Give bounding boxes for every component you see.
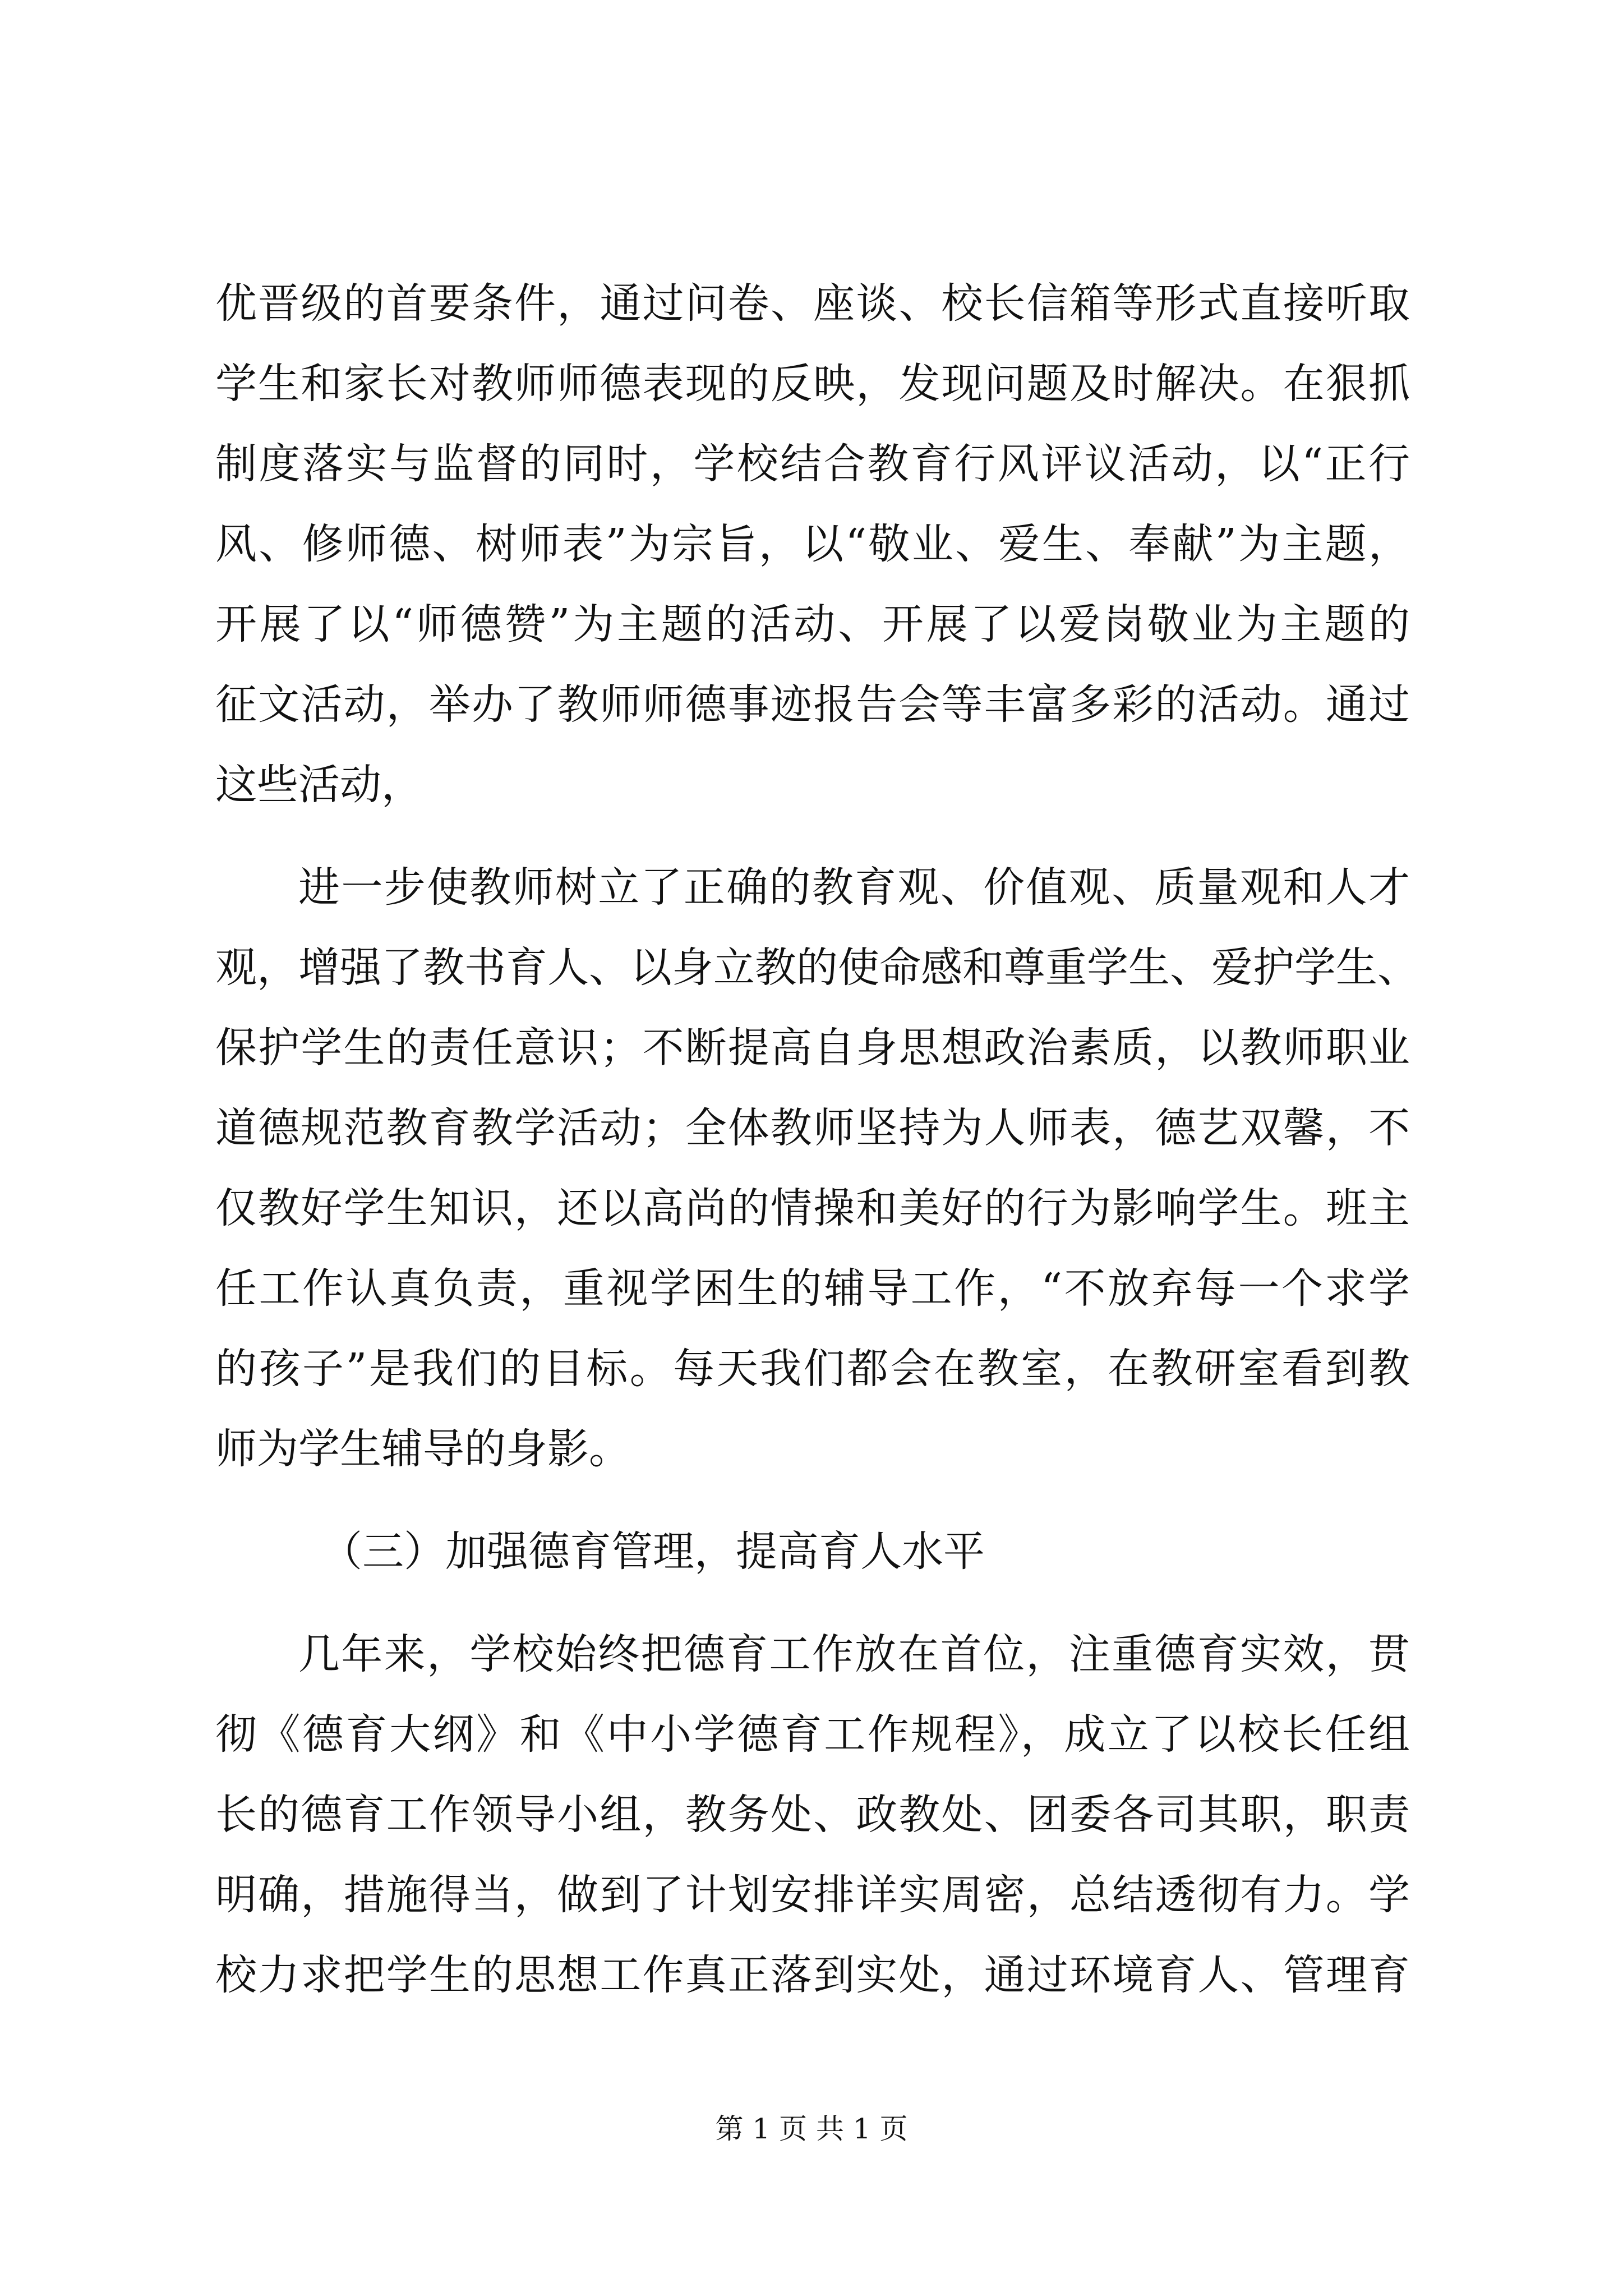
paragraph-moral-education bbox=[215, 1614, 1410, 2016]
text-line: 进一步使教师树立了正确的教育观、价值观、质量观和人才 bbox=[298, 863, 1410, 912]
text-line: 明确，措施得当，做到了计划安排详实周密，总结透彻有力。学 bbox=[215, 1871, 1410, 1919]
text-line: 开展了以“师德赞”为主题的活动、开展了以爱岗敬业为主题的 bbox=[215, 600, 1410, 648]
text-line: 观，增强了教书育人、以身立教的使命感和尊重学生、爱护学生、 bbox=[215, 944, 1419, 992]
text-line: 师为学生辅导的身影。 bbox=[215, 1425, 630, 1473]
text-line: 保护学生的责任意识；不断提高自身思想政治素质，以教师职业 bbox=[215, 1024, 1410, 1072]
text-line: 道德规范教育教学活动；全体教师坚持为人师表，德艺双馨，不 bbox=[215, 1104, 1410, 1152]
body-text bbox=[215, 264, 1419, 2016]
text-line: 制度落实与监督的同时，学校结合教育行风评议活动，以“正行 bbox=[215, 440, 1410, 488]
text-line: 风、修师德、树师表”为宗旨，以“敬业、爱生、奉献”为主题， bbox=[215, 520, 1410, 568]
text-line: 这些活动， bbox=[215, 761, 423, 809]
text-line: 征文活动，举办了教师师德事迹报告会等丰富多彩的活动。通过 bbox=[215, 680, 1410, 729]
heading-line: （三）加强德育管理，提高育人水平 bbox=[321, 1527, 985, 1576]
page-footer bbox=[0, 2109, 1623, 2148]
text-line: 校力求把学生的思想工作真正落到实处，通过环境育人、管理育 bbox=[215, 1951, 1410, 1999]
text-line: 的孩子”是我们的目标。每天我们都会在教室，在教研室看到教 bbox=[215, 1345, 1410, 1393]
page-number-label: 第 1 页 共 1 页 bbox=[715, 2113, 908, 2145]
text-line: 仅教好学生知识，还以高尚的情操和美好的行为影响学生。班主 bbox=[215, 1184, 1410, 1232]
paragraph-continuation bbox=[215, 264, 1410, 825]
paragraph-gap bbox=[215, 825, 1410, 848]
text-line: 几年来，学校始终把德育工作放在首位，注重德育实效，贯 bbox=[298, 1630, 1410, 1678]
paragraph-gap bbox=[215, 1489, 1410, 1512]
text-line: 长的德育工作领导小组，教务处、政教处、团委各司其职，职责 bbox=[215, 1791, 1410, 1839]
text-line: 学生和家长对教师师德表现的反映，发现问题及时解决。在狠抓 bbox=[215, 360, 1410, 408]
paragraph-teacher-ethics bbox=[215, 848, 1419, 1489]
text-line: 任工作认真负责，重视学困生的辅导工作，“不放弃每一个求学 bbox=[215, 1264, 1410, 1313]
section-heading bbox=[215, 1512, 1410, 1592]
paragraph-gap bbox=[215, 1592, 1410, 1614]
text-line: 彻《德育大纲》和《中小学德育工作规程》，成立了以校长任组 bbox=[215, 1710, 1410, 1759]
text-line: 优晋级的首要条件，通过问卷、座谈、校长信箱等形式直接听取 bbox=[215, 279, 1410, 328]
